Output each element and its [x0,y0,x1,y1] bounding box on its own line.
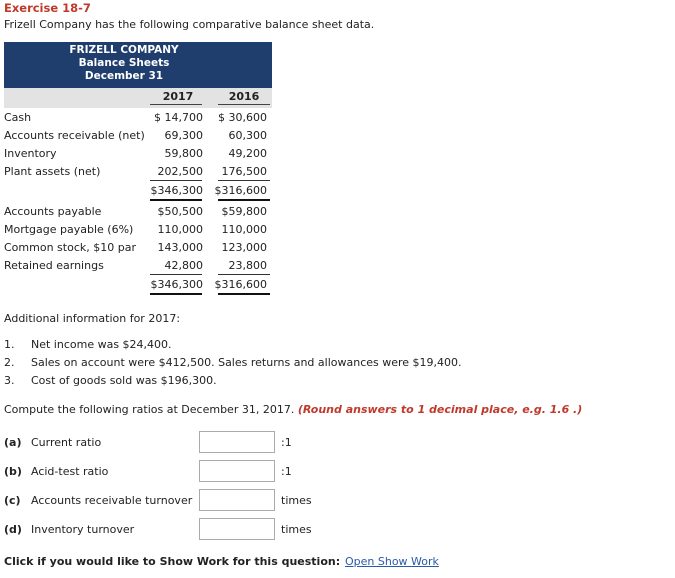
question-label: Inventory turnover [31,523,135,536]
current-ratio-input[interactable] [199,431,275,453]
asset-2016: 49,200 [228,147,267,160]
item-text: Cost of goods sold was $196,300. [31,374,217,387]
item-text: Net income was $24,400. [31,338,172,351]
answer-unit: :1 [281,436,292,449]
liability-2016: 23,800 [228,259,267,272]
liability-label: Accounts payable [4,205,102,218]
assets-total-2017: $346,300 [150,184,203,197]
liability-2017: 143,000 [157,241,203,254]
question-label: Acid-test ratio [31,465,109,478]
exercise-title: Exercise 18-7 [4,1,91,15]
subtotal-rule [218,274,270,275]
subtotal-rule [150,274,202,275]
liabilities-total-2016: $316,600 [214,278,267,291]
question-letter: (b) [4,465,22,478]
asset-2017: 202,500 [157,165,203,178]
liability-2017: $50,500 [157,205,203,218]
asset-2017: 69,300 [164,129,203,142]
inventory-turnover-input[interactable] [199,518,275,540]
asset-label: Inventory [4,147,57,160]
total-double-rule [150,199,202,201]
liability-2016: 110,000 [221,223,267,236]
receivable-turnover-input[interactable] [199,489,275,511]
year-2016: 2016 [228,90,260,103]
compute-instructions [4,403,582,416]
liability-label: Retained earnings [4,259,104,272]
asset-label: Accounts receivable (net) [4,129,145,142]
year-underline-2017 [150,104,202,105]
asset-2016: $ 30,600 [218,111,267,124]
item-number: 2. [4,356,15,369]
liability-2016: $59,800 [221,205,267,218]
additional-info-heading: Additional information for 2017: [4,312,181,325]
show-work-prompt: Click if you would like to Show Work for this question: [4,555,341,568]
balance-sheet-header [4,42,272,88]
open-show-work-link[interactable]: Open Show Work [345,555,439,568]
liabilities-total-2017: $346,300 [150,278,203,291]
liability-label: Mortgage payable (6%) [4,223,134,236]
rounding-hint: (Round answers to 1 decimal place, e.g. 1.6 .) [297,403,583,416]
answer-unit: times [281,494,312,507]
answer-unit: times [281,523,312,536]
item-number: 3. [4,374,15,387]
acid-test-ratio-input[interactable] [199,460,275,482]
question-letter: (c) [4,494,21,507]
statement-name: Balance Sheets [78,57,170,69]
question-label: Current ratio [31,436,102,449]
intro-text: Frizell Company has the following comparative balance sheet data. [4,18,375,31]
assets-total-2016: $316,600 [214,184,267,197]
asset-2017: 59,800 [164,147,203,160]
company-name: FRIZELL COMPANY [69,44,179,56]
total-double-rule [218,199,270,201]
asset-2016: 60,300 [228,129,267,142]
question-letter: (a) [4,436,22,449]
answer-unit: :1 [281,465,292,478]
subtotal-rule [150,180,202,181]
item-number: 1. [4,338,15,351]
year-underline-2016 [218,104,270,105]
total-double-rule [218,293,270,295]
liability-2017: 42,800 [164,259,203,272]
compute-prompt: Compute the following ratios at December 31, 2017. [4,403,295,416]
total-double-rule [150,293,202,295]
subtotal-rule [218,180,270,181]
asset-label: Plant assets (net) [4,165,101,178]
liability-2017: 110,000 [157,223,203,236]
question-label: Accounts receivable turnover [31,494,193,507]
asset-2017: $ 14,700 [154,111,203,124]
year-2017: 2017 [162,90,194,103]
question-letter: (d) [4,523,22,536]
statement-date: December 31 [84,70,164,82]
asset-2016: 176,500 [221,165,267,178]
liability-label: Common stock, $10 par [4,241,136,254]
liability-2016: 123,000 [221,241,267,254]
asset-label: Cash [4,111,32,124]
item-text: Sales on account were $412,500. Sales returns and allowances were $19,400. [31,356,462,369]
